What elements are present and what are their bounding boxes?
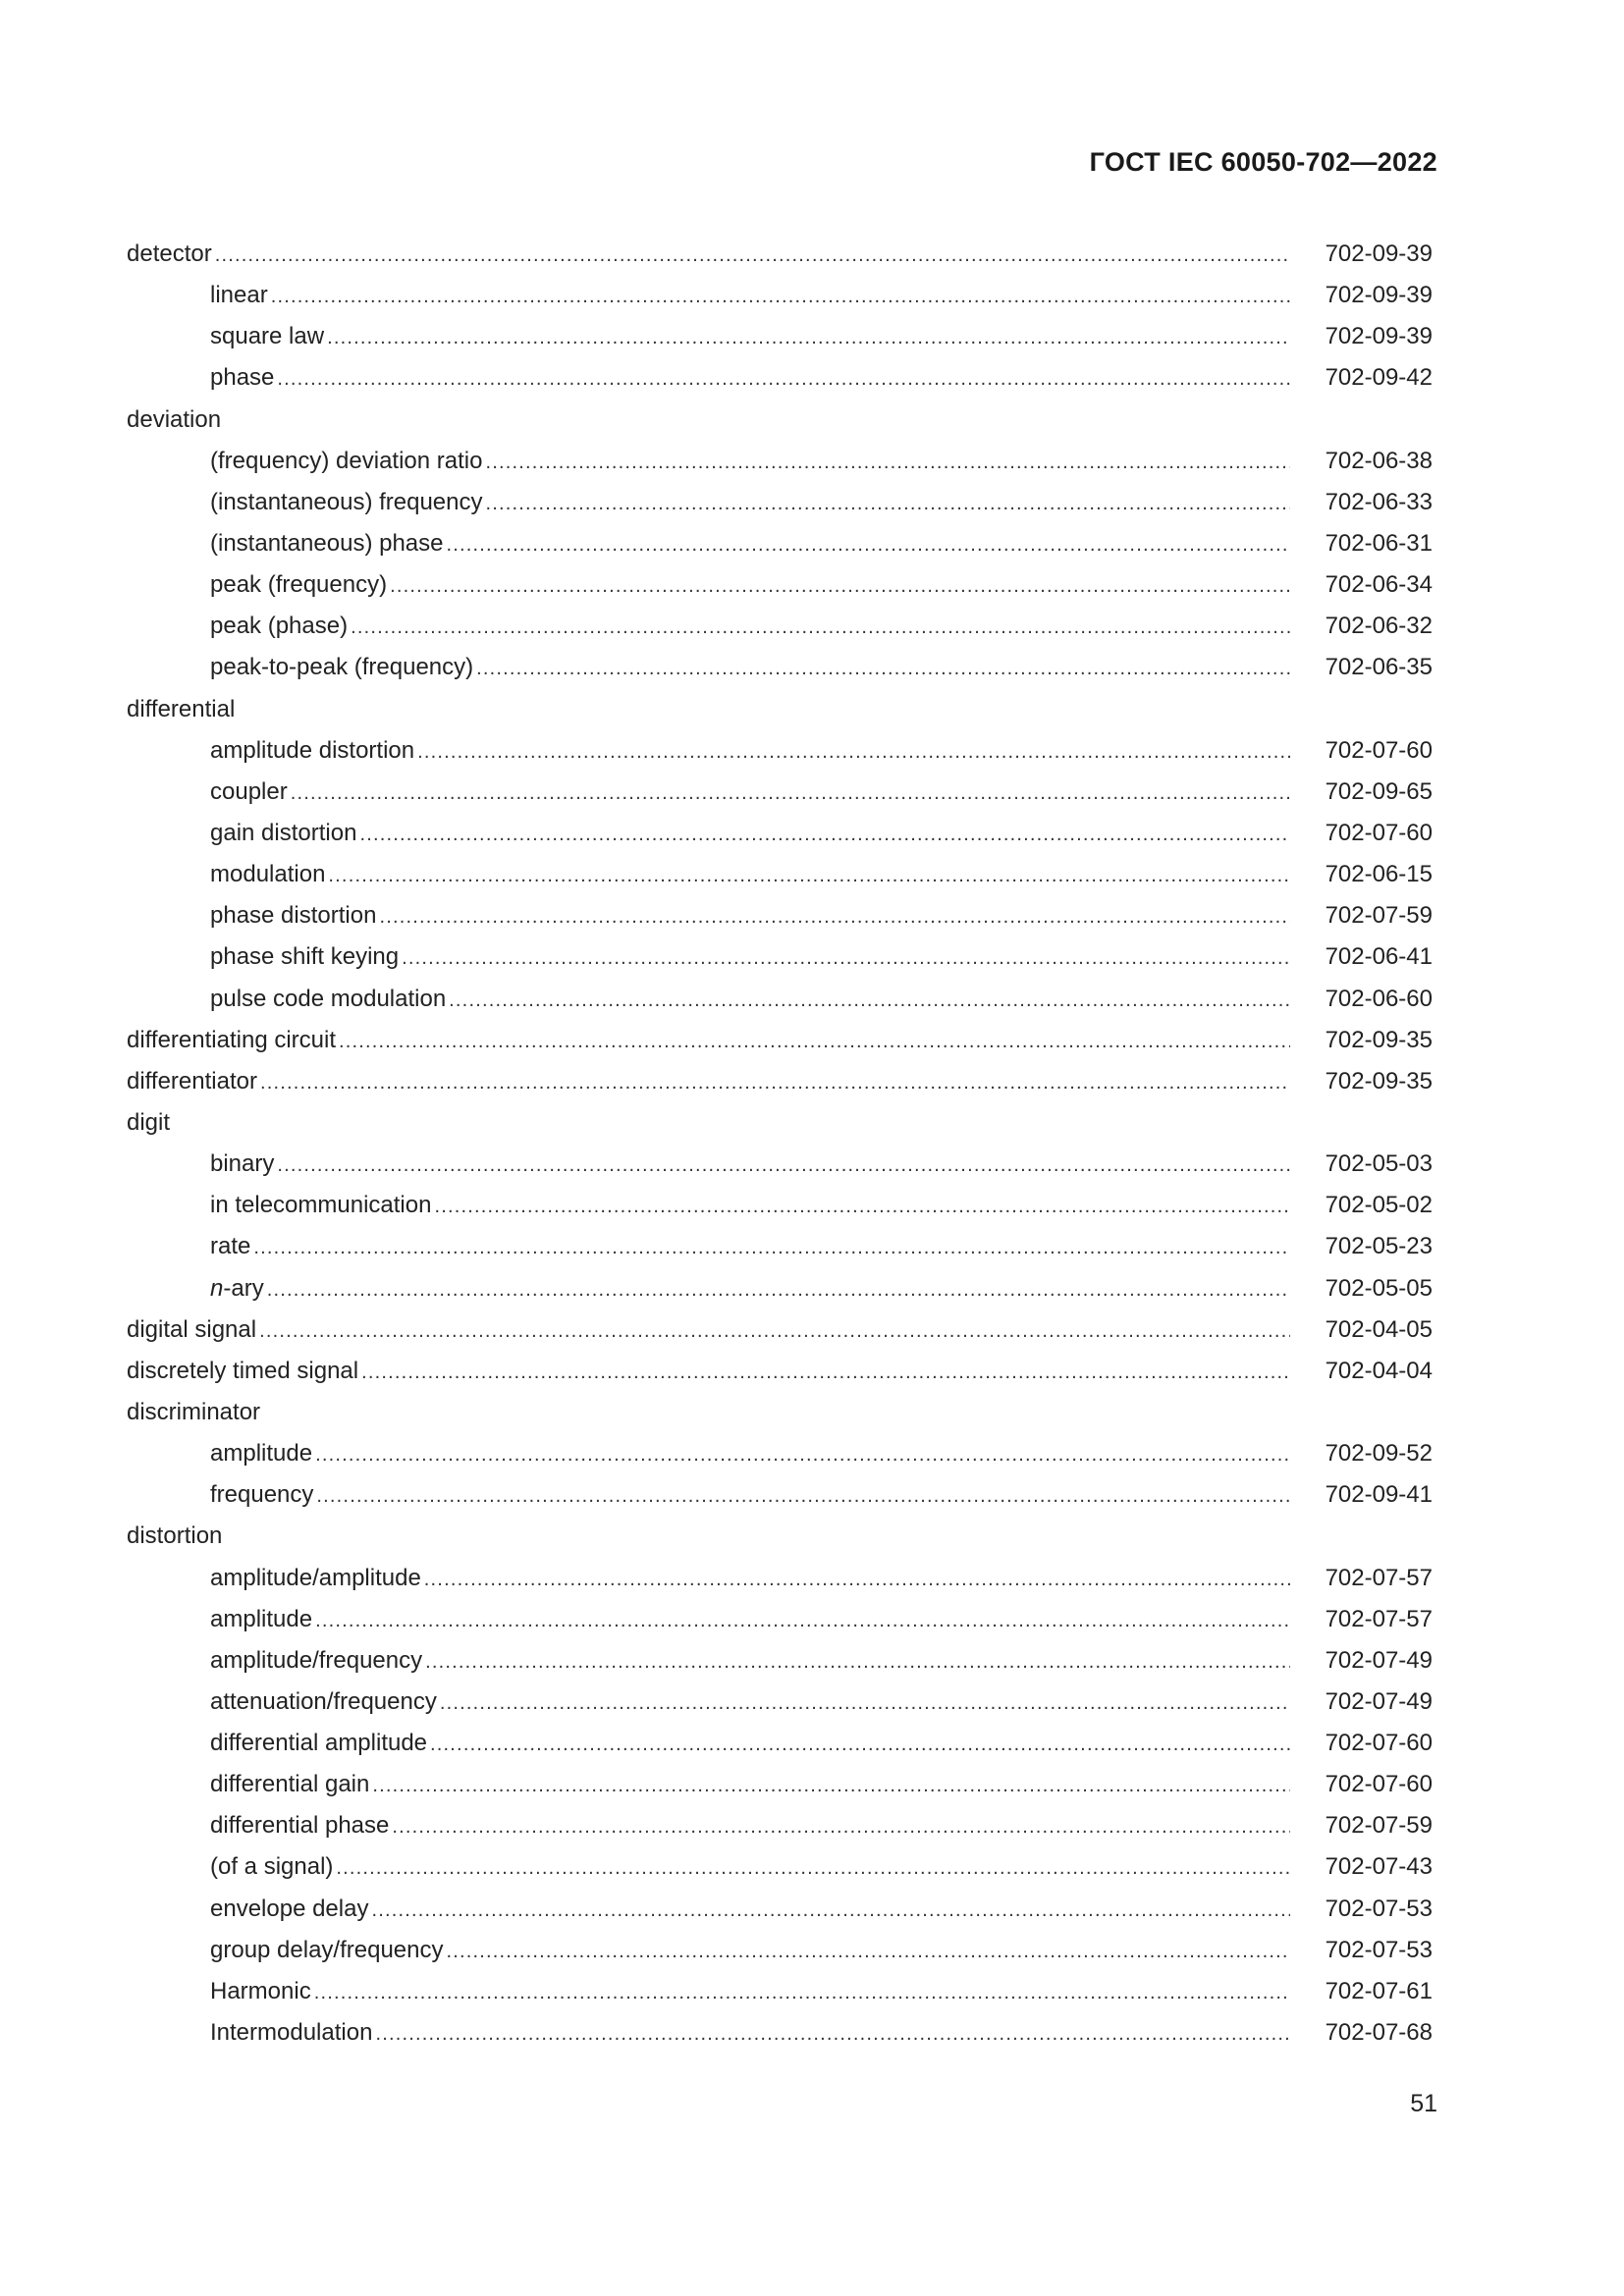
index-subentry xyxy=(127,1849,1433,1891)
index-entry xyxy=(127,1312,1433,1354)
term-code: 702-07-57 xyxy=(1325,1564,1433,1591)
index-term: differential xyxy=(127,695,236,722)
index-term: amplitude/frequency xyxy=(210,1646,423,1674)
index-term: differentiating circuit xyxy=(127,1026,336,1053)
dot-leader xyxy=(424,1567,1290,1592)
term-code: 702-06-34 xyxy=(1325,571,1433,599)
index-subentry xyxy=(127,898,1433,939)
index-subentry xyxy=(127,609,1433,650)
index-term: coupler xyxy=(210,777,288,805)
index-list xyxy=(127,237,1433,2056)
index-term: pulse code modulation xyxy=(210,985,447,1012)
index-subentry xyxy=(127,1229,1433,1270)
term-code: 702-07-59 xyxy=(1325,1812,1433,1840)
term-code: 702-06-41 xyxy=(1325,943,1433,971)
index-term: differential amplitude xyxy=(210,1730,428,1757)
dot-leader xyxy=(328,863,1290,888)
index-entry xyxy=(127,1395,1433,1436)
index-term: rate xyxy=(210,1233,251,1260)
dot-leader xyxy=(277,1152,1290,1178)
term-code: 702-09-42 xyxy=(1325,364,1433,392)
document-header: ГОСТ IEC 60050-702—2022 xyxy=(1089,147,1437,177)
index-term: envelope delay xyxy=(210,1895,369,1922)
term-code: 702-05-02 xyxy=(1325,1192,1433,1219)
index-term: peak (phase) xyxy=(210,613,349,640)
index-term: amplitude distortion xyxy=(210,736,415,764)
term-code: 702-05-05 xyxy=(1325,1274,1433,1302)
index-subentry xyxy=(127,526,1433,567)
term-code: 702-06-35 xyxy=(1325,654,1433,681)
term-code: 702-06-60 xyxy=(1325,985,1433,1012)
index-term: (instantaneous) frequency xyxy=(210,488,483,515)
index-term: modulation xyxy=(210,861,326,888)
index-subentry xyxy=(127,857,1433,898)
index-subentry xyxy=(127,1271,1433,1312)
dot-leader xyxy=(402,945,1290,971)
dot-leader xyxy=(485,450,1290,475)
dot-leader xyxy=(371,1897,1290,1923)
index-term: linear xyxy=(210,282,268,309)
index-term: differential gain xyxy=(210,1771,370,1798)
index-term: (instantaneous) phase xyxy=(210,529,444,557)
index-term: peak-to-peak (frequency) xyxy=(210,654,474,681)
dot-leader xyxy=(253,1235,1290,1260)
index-entry xyxy=(127,402,1433,444)
term-code: 702-07-57 xyxy=(1325,1605,1433,1632)
index-term: amplitude/amplitude xyxy=(210,1564,421,1591)
index-entry xyxy=(127,1519,1433,1560)
dot-leader xyxy=(430,1732,1290,1757)
dot-leader xyxy=(339,1029,1290,1054)
dot-leader xyxy=(425,1649,1290,1675)
index-term: binary xyxy=(210,1150,275,1178)
index-term: n-ary xyxy=(210,1274,264,1302)
index-subentry xyxy=(127,444,1433,485)
index-term: Harmonic xyxy=(210,1977,311,2004)
dot-leader xyxy=(259,1318,1290,1344)
index-subentry xyxy=(127,567,1433,609)
term-code: 702-04-05 xyxy=(1325,1315,1433,1343)
index-subentry xyxy=(127,360,1433,401)
term-code: 702-04-04 xyxy=(1325,1357,1433,1384)
index-subentry xyxy=(127,1933,1433,1974)
term-code: 702-09-35 xyxy=(1325,1067,1433,1095)
dot-leader xyxy=(486,491,1291,516)
term-code: 702-07-53 xyxy=(1325,1936,1433,1963)
index-term: in telecommunication xyxy=(210,1192,432,1219)
index-term: (of a signal) xyxy=(210,1853,334,1881)
dot-leader xyxy=(260,1070,1290,1095)
term-code: 702-09-65 xyxy=(1325,777,1433,805)
index-subentry xyxy=(127,939,1433,981)
dot-leader xyxy=(327,325,1290,350)
index-term: discriminator xyxy=(127,1398,261,1425)
dot-leader xyxy=(277,366,1290,392)
index-term: amplitude xyxy=(210,1605,313,1632)
index-term: phase xyxy=(210,364,275,392)
dot-leader xyxy=(271,284,1290,309)
index-entry xyxy=(127,1354,1433,1395)
index-term: differentiator xyxy=(127,1067,257,1095)
term-code: 702-09-39 xyxy=(1325,282,1433,309)
index-subentry xyxy=(127,1974,1433,2015)
term-code: 702-09-39 xyxy=(1325,240,1433,267)
dot-leader xyxy=(434,1194,1290,1219)
index-subentry xyxy=(127,1602,1433,1643)
index-subentry xyxy=(127,1188,1433,1229)
index-subentry xyxy=(127,1561,1433,1602)
term-code: 702-09-39 xyxy=(1325,323,1433,350)
index-subentry xyxy=(127,2015,1433,2056)
dot-leader xyxy=(372,1773,1290,1798)
dot-leader xyxy=(215,242,1290,268)
index-subentry xyxy=(127,1436,1433,1477)
index-term: peak (frequency) xyxy=(210,571,388,599)
index-subentry xyxy=(127,319,1433,360)
index-subentry xyxy=(127,1684,1433,1726)
index-term: distortion xyxy=(127,1522,223,1550)
term-code: 702-06-32 xyxy=(1325,613,1433,640)
index-subentry xyxy=(127,1726,1433,1767)
index-entry xyxy=(127,1064,1433,1105)
index-term: digital signal xyxy=(127,1315,257,1343)
term-code: 702-05-03 xyxy=(1325,1150,1433,1178)
index-term: (frequency) deviation ratio xyxy=(210,447,483,474)
index-subentry xyxy=(127,774,1433,816)
index-term: phase distortion xyxy=(210,902,377,930)
index-term: detector xyxy=(127,240,212,267)
dot-leader xyxy=(351,614,1290,640)
index-term: differential phase xyxy=(210,1812,390,1840)
term-code: 702-07-60 xyxy=(1325,819,1433,846)
index-subentry xyxy=(127,278,1433,319)
dot-leader xyxy=(315,1442,1290,1468)
index-subentry xyxy=(127,816,1433,857)
term-code: 702-06-31 xyxy=(1325,529,1433,557)
index-term: attenuation/frequency xyxy=(210,1687,437,1715)
index-subentry xyxy=(127,1147,1433,1188)
term-code: 702-05-23 xyxy=(1325,1233,1433,1260)
term-code: 702-07-49 xyxy=(1325,1687,1433,1715)
index-entry xyxy=(127,237,1433,278)
index-term: amplitude xyxy=(210,1440,313,1468)
index-entry xyxy=(127,1105,1433,1147)
index-subentry xyxy=(127,1643,1433,1684)
index-term: square law xyxy=(210,323,325,350)
dot-leader xyxy=(440,1690,1290,1716)
term-code: 702-06-38 xyxy=(1325,447,1433,474)
dot-leader xyxy=(375,2021,1290,2047)
index-term: phase shift keying xyxy=(210,943,400,971)
term-code: 702-07-59 xyxy=(1325,902,1433,930)
index-term: frequency xyxy=(210,1481,314,1509)
term-code: 702-07-60 xyxy=(1325,1771,1433,1798)
dot-leader xyxy=(314,1980,1290,2005)
index-subentry xyxy=(127,485,1433,526)
term-code: 702-07-43 xyxy=(1325,1853,1433,1881)
term-code: 702-09-35 xyxy=(1325,1026,1433,1053)
dot-leader xyxy=(379,904,1290,930)
dot-leader xyxy=(449,988,1290,1013)
term-code: 702-07-61 xyxy=(1325,1977,1433,2004)
index-term: digit xyxy=(127,1108,171,1136)
index-subentry xyxy=(127,1767,1433,1808)
index-subentry xyxy=(127,1477,1433,1519)
term-code: 702-06-33 xyxy=(1325,488,1433,515)
index-term: discretely timed signal xyxy=(127,1357,359,1384)
dot-leader xyxy=(291,780,1290,806)
index-subentry xyxy=(127,650,1433,691)
dot-leader xyxy=(476,656,1290,681)
dot-leader xyxy=(447,1939,1291,1964)
index-term: Intermodulation xyxy=(210,2019,373,2047)
index-subentry xyxy=(127,733,1433,774)
term-code: 702-09-41 xyxy=(1325,1481,1433,1509)
dot-leader xyxy=(315,1608,1290,1633)
dot-leader xyxy=(336,1855,1290,1881)
dot-leader xyxy=(267,1277,1290,1303)
page-number: 51 xyxy=(1410,2090,1437,2117)
index-subentry xyxy=(127,1808,1433,1849)
term-code: 702-09-52 xyxy=(1325,1440,1433,1468)
dot-leader xyxy=(316,1483,1290,1509)
term-code: 702-07-60 xyxy=(1325,736,1433,764)
term-code: 702-07-49 xyxy=(1325,1646,1433,1674)
term-code: 702-07-53 xyxy=(1325,1895,1433,1922)
index-term: group delay/frequency xyxy=(210,1936,444,1963)
dot-leader xyxy=(417,739,1290,765)
dot-leader xyxy=(390,573,1290,599)
dot-leader xyxy=(392,1814,1290,1840)
index-subentry xyxy=(127,1892,1433,1933)
dot-leader xyxy=(359,822,1290,847)
index-entry xyxy=(127,692,1433,733)
index-term: deviation xyxy=(127,405,222,433)
term-code: 702-06-15 xyxy=(1325,861,1433,888)
term-code: 702-07-60 xyxy=(1325,1730,1433,1757)
index-term: gain distortion xyxy=(210,819,357,846)
index-entry xyxy=(127,1023,1433,1064)
term-code: 702-07-68 xyxy=(1325,2019,1433,2047)
dot-leader xyxy=(447,532,1291,558)
dot-leader xyxy=(361,1360,1290,1385)
index-subentry xyxy=(127,982,1433,1023)
